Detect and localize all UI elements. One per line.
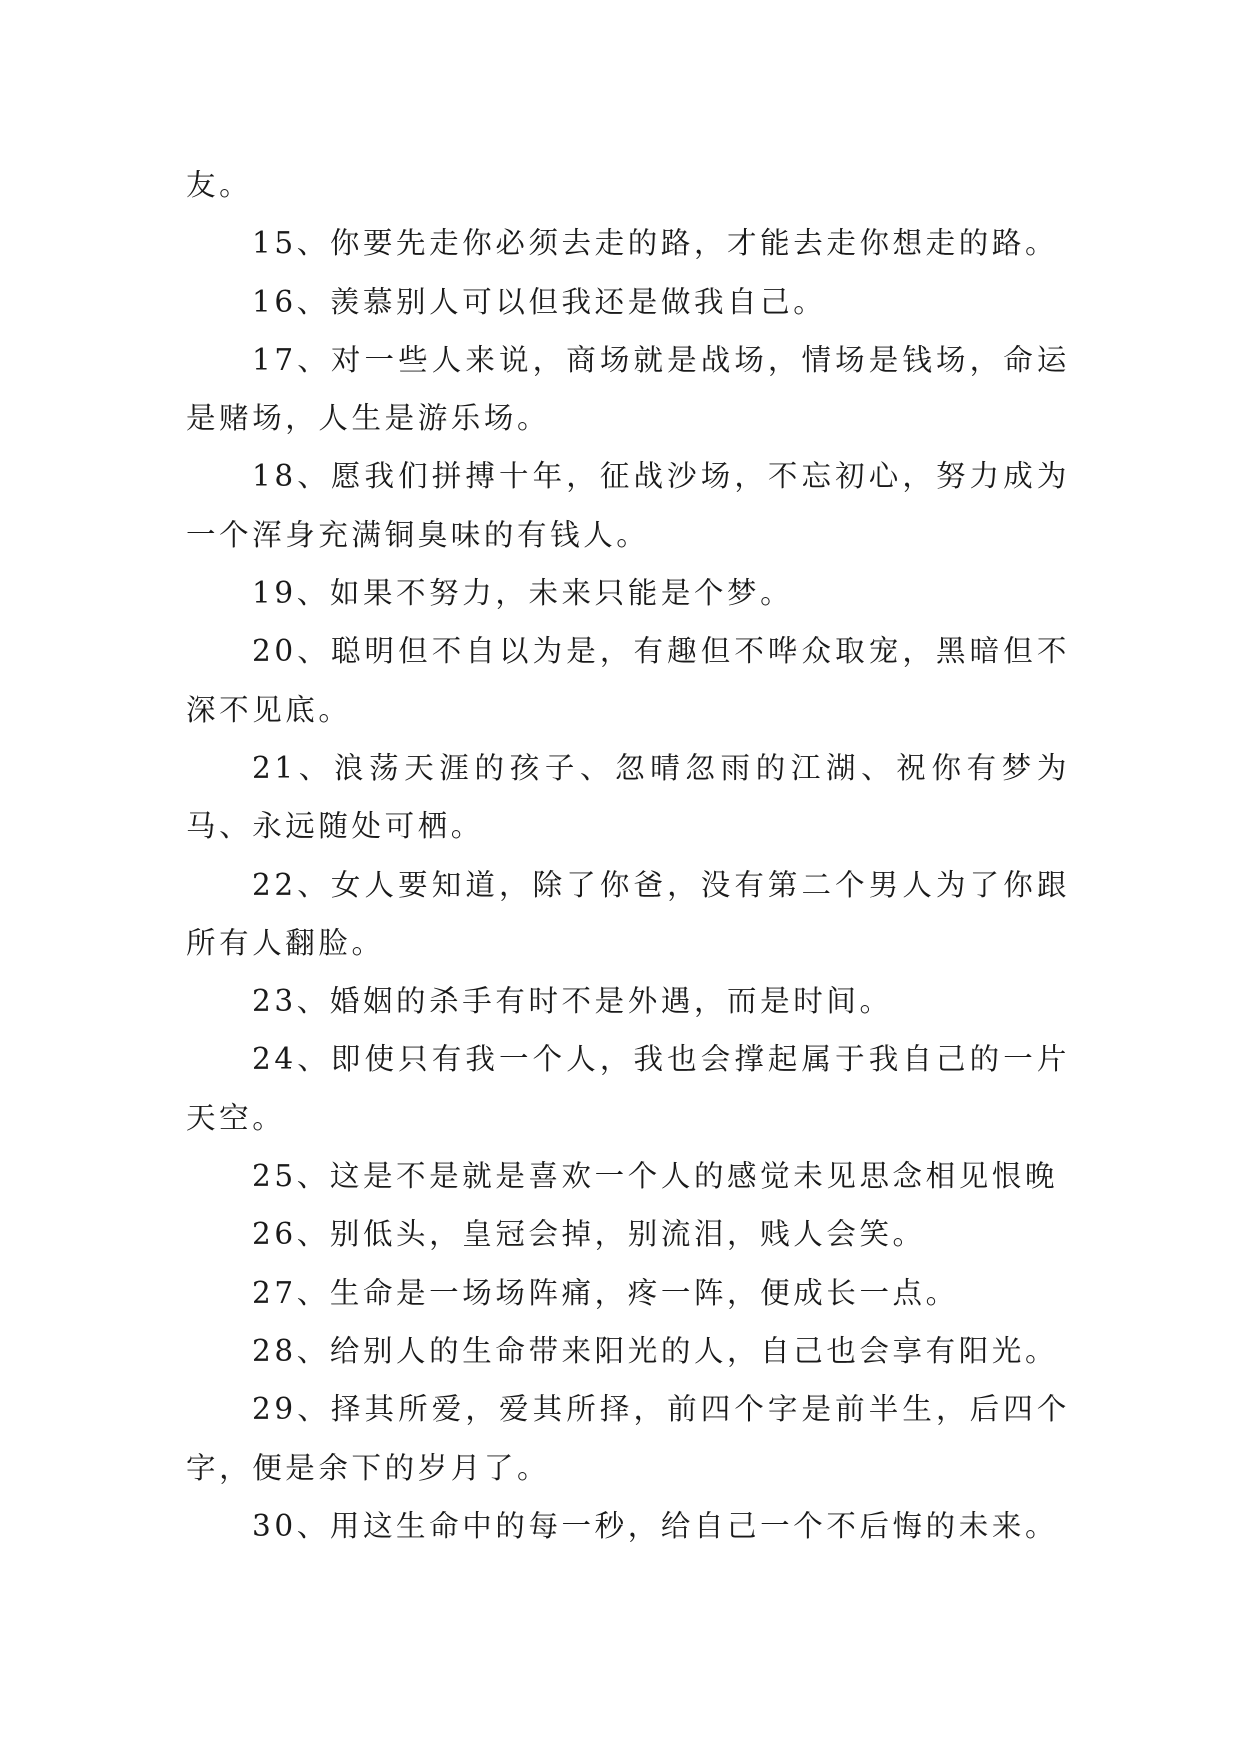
paragraph-14-continuation: 友。: [186, 168, 253, 202]
document-body: [186, 156, 1070, 1555]
paragraph-18: 18、愿我们拼搏十年，征战沙场，不忘初心，努力成为一个浑身充满铜臭味的有钱人。: [186, 459, 1070, 552]
paragraph-25: 25、这是不是就是喜欢一个人的感觉未见思念相见恨晚: [252, 1159, 1059, 1194]
paragraph-27: 27、生命是一场场阵痛，疼一阵，便成长一点。: [252, 1275, 959, 1310]
paragraph-21: 21、浪荡天涯的孩子、忽晴忽雨的江湖、祝你有梦为马、永远随处可栖。: [186, 750, 1070, 844]
paragraph-19: 19、如果不努力，未来只能是个梦。: [252, 576, 794, 611]
paragraph-22: 22、女人要知道，除了你爸，没有第二个男人为了你跟所有人翻脸。: [186, 867, 1070, 960]
paragraph-17: 17、对一些人来说，商场就是战场，情场是钱场，命运是赌场，人生是游乐场。: [186, 342, 1070, 436]
paragraph-20: 20、聪明但不自以为是，有趣但不哗众取宠，黑暗但不深不见底。: [186, 634, 1070, 727]
paragraph-24: 24、即使只有我一个人，我也会撑起属于我自己的一片天空。: [186, 1042, 1070, 1135]
paragraph-16: 16、羡慕别人可以但我还是做我自己。: [252, 284, 827, 319]
paragraph-28: 28、给别人的生命带来阳光的人，自己也会享有阳光。: [252, 1333, 1059, 1368]
paragraph-15: 15、你要先走你必须去走的路，才能去走你想走的路。: [252, 226, 1059, 261]
paragraph-29: 29、择其所爱，爱其所择，前四个字是前半生，后四个字，便是余下的岁月了。: [186, 1392, 1070, 1485]
paragraph-26: 26、别低头，皇冠会掉，别流泪，贱人会笑。: [252, 1217, 926, 1252]
paragraph-30: 30、用这生命中的每一秒，给自己一个不后悔的未来。: [252, 1508, 1059, 1543]
paragraph-23: 23、婚姻的杀手有时不是外遇，而是时间。: [252, 984, 893, 1019]
